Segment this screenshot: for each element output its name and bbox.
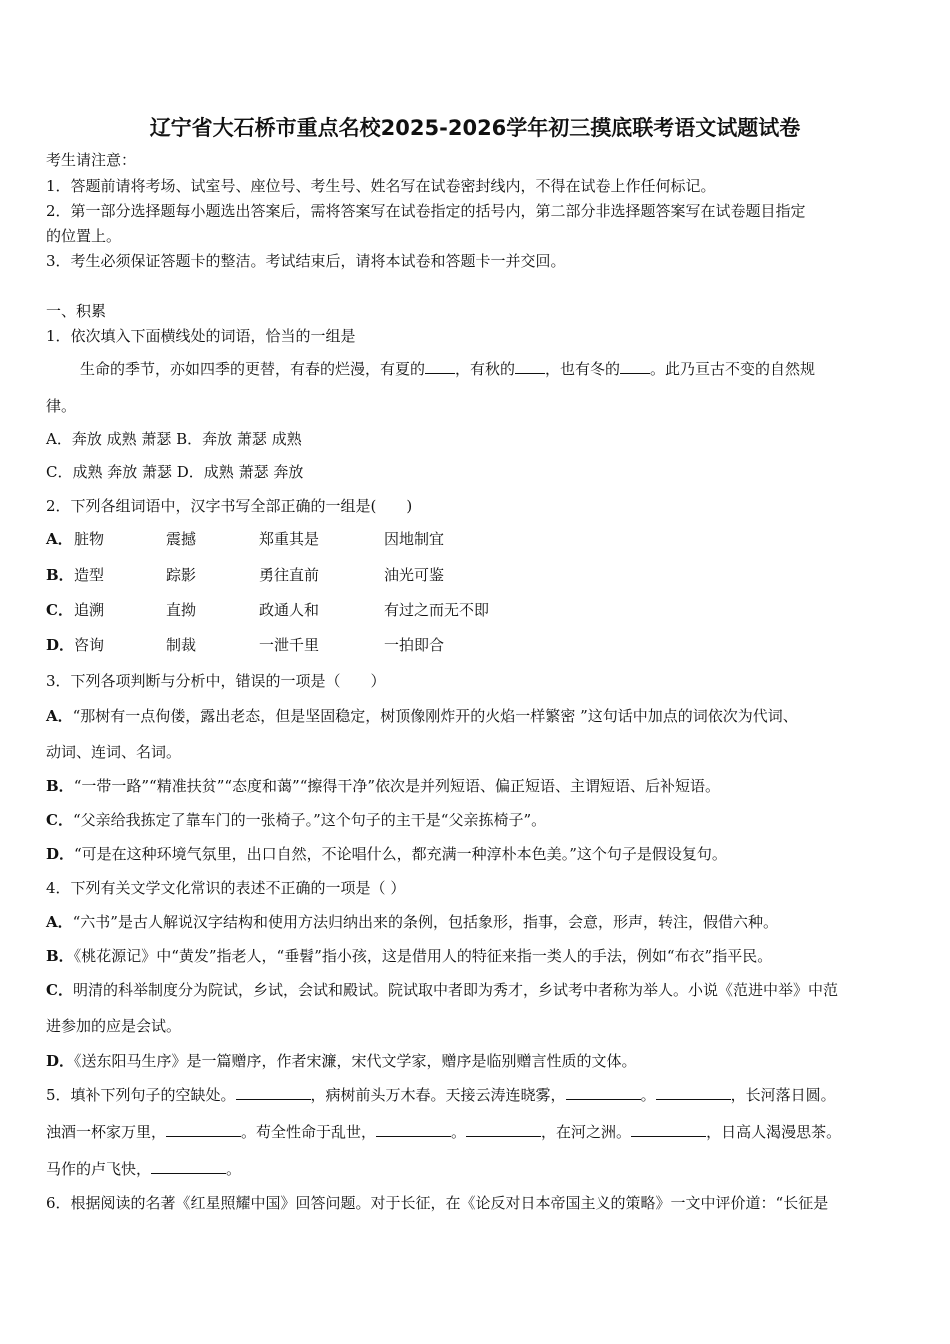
question-3-option-d: D．“可是在这种环境气氛里，出口自然，不论唱什么，都充满一种淳朴本色美。”这个句子是假设复句。 — [46, 845, 727, 863]
fill-blank[interactable] — [566, 1085, 641, 1100]
question-4-option-c-cont: 进参加的应是会试。 — [46, 1017, 182, 1035]
question-3-option-a-cont: 动词、连词、名词。 — [46, 743, 182, 761]
fill-blank[interactable] — [376, 1122, 451, 1137]
question-3-option-a: A．“那树有一点佝偻，露出老态，但是坚固稳定，树顶像刚炸开的火焰一样繁密 ”这句话中加点的词依次为代词、 — [46, 707, 798, 725]
page-title: 辽宁省大石桥市重点名校2025-2026学年初三摸底联考语文试题试卷 — [149, 116, 801, 140]
question-1-options: A．奔放 成熟 萧瑟 B．奔放 萧瑟 成熟 — [46, 430, 302, 448]
fill-blank[interactable] — [631, 1122, 706, 1137]
question-4-option-d: D．《送东阳马生序》是一篇赠序，作者宋濂，宋代文学家，赠序是临别赠言性质的文体。 — [46, 1052, 637, 1070]
question-1-passage: 生命的季节，亦如四季的更替，有春的烂漫，有夏的 ，有秋的 ，也有冬的 。此乃亘古不变的自然规 — [80, 360, 816, 378]
question-4-option-a: A．“六书”是古人解说汉字结构和使用方法归纳出来的条例，包括象形，指事，会意，形声，转注，假借六种。 — [46, 913, 778, 931]
question-3-option-c: C．“父亲给我拣定了靠车门的一张椅子。”这个句子的主干是“父亲拣椅子”。 — [46, 811, 547, 829]
notice-heading: 考生请注意： — [46, 151, 137, 169]
question-2-stem: 2．下列各组词语中，汉字书写全部正确的一组是( ) — [46, 497, 413, 515]
question-6-stem: 6．根据阅读的名著《红星照耀中国》回答问题。对于长征，在《论反对日本帝国主义的策略》一文中评价道：“长征是 — [46, 1194, 829, 1212]
fill-blank[interactable] — [515, 359, 545, 374]
question-1-passage-end: 律。 — [46, 397, 77, 415]
fill-blank[interactable] — [166, 1122, 241, 1137]
fill-blank[interactable] — [425, 359, 455, 374]
notice-item: 1．答题前请将考场、试室号、座位号、考生号、姓名写在试卷密封线内，不得在试卷上作任何标记。 — [46, 177, 716, 195]
question-3-stem: 3．下列各项判断与分析中，错误的一项是（ ） — [46, 672, 386, 690]
question-5-line-3: 马作的卢飞快， 。 — [46, 1160, 242, 1178]
question-5-line-1: 5．填补下列句子的空缺处。 ，病树前头万木春。天接云涛连晓雾， 。 ，长河落日圆。 — [46, 1086, 836, 1104]
fill-blank[interactable] — [151, 1159, 226, 1174]
fill-blank[interactable] — [236, 1085, 311, 1100]
question-4-stem: 4．下列有关文学文化常识的表述不正确的一项是（ ） — [46, 879, 406, 897]
notice-item: 2．第一部分选择题每小题选出答案后，需将答案写在试卷指定的括号内，第二部分非选择题答案写在试卷题目指定 — [46, 202, 806, 220]
question-4-option-b: B．《桃花源记》中“黄发”指老人，“垂髫”指小孩，这是借用人的特征来指一类人的手法，例如“布衣”指平民。 — [46, 947, 773, 965]
question-3-option-b: B．“一带一路”“精准扶贫”“态度和蔼”“擦得干净”依次是并列短语、偏正短语、主谓短语、后补短语。 — [46, 777, 721, 795]
fill-blank[interactable] — [656, 1085, 731, 1100]
fill-blank[interactable] — [466, 1122, 541, 1137]
question-4-option-c: C．明清的科举制度分为院试，乡试，会试和殿试。院试取中者即为秀才，乡试考中者称为举人。小说《范进中举》中范 — [46, 981, 838, 999]
question-1-stem: 1．依次填入下面横线处的词语，恰当的一组是 — [46, 327, 356, 345]
section-heading: 一、积累 — [46, 302, 107, 320]
question-5-line-2: 浊酒一杯家万里， 。苟全性命于乱世， 。 ，在河之洲。 ，日高人渴漫思茶。 — [46, 1123, 842, 1141]
fill-blank[interactable] — [620, 359, 650, 374]
question-1-options: C．成熟 奔放 萧瑟 D．成熟 萧瑟 奔放 — [46, 463, 304, 481]
notice-item: 3．考生必须保证答题卡的整洁。考试结束后，请将本试卷和答题卡一并交回。 — [46, 252, 566, 270]
notice-item: 的位置上。 — [46, 227, 122, 245]
